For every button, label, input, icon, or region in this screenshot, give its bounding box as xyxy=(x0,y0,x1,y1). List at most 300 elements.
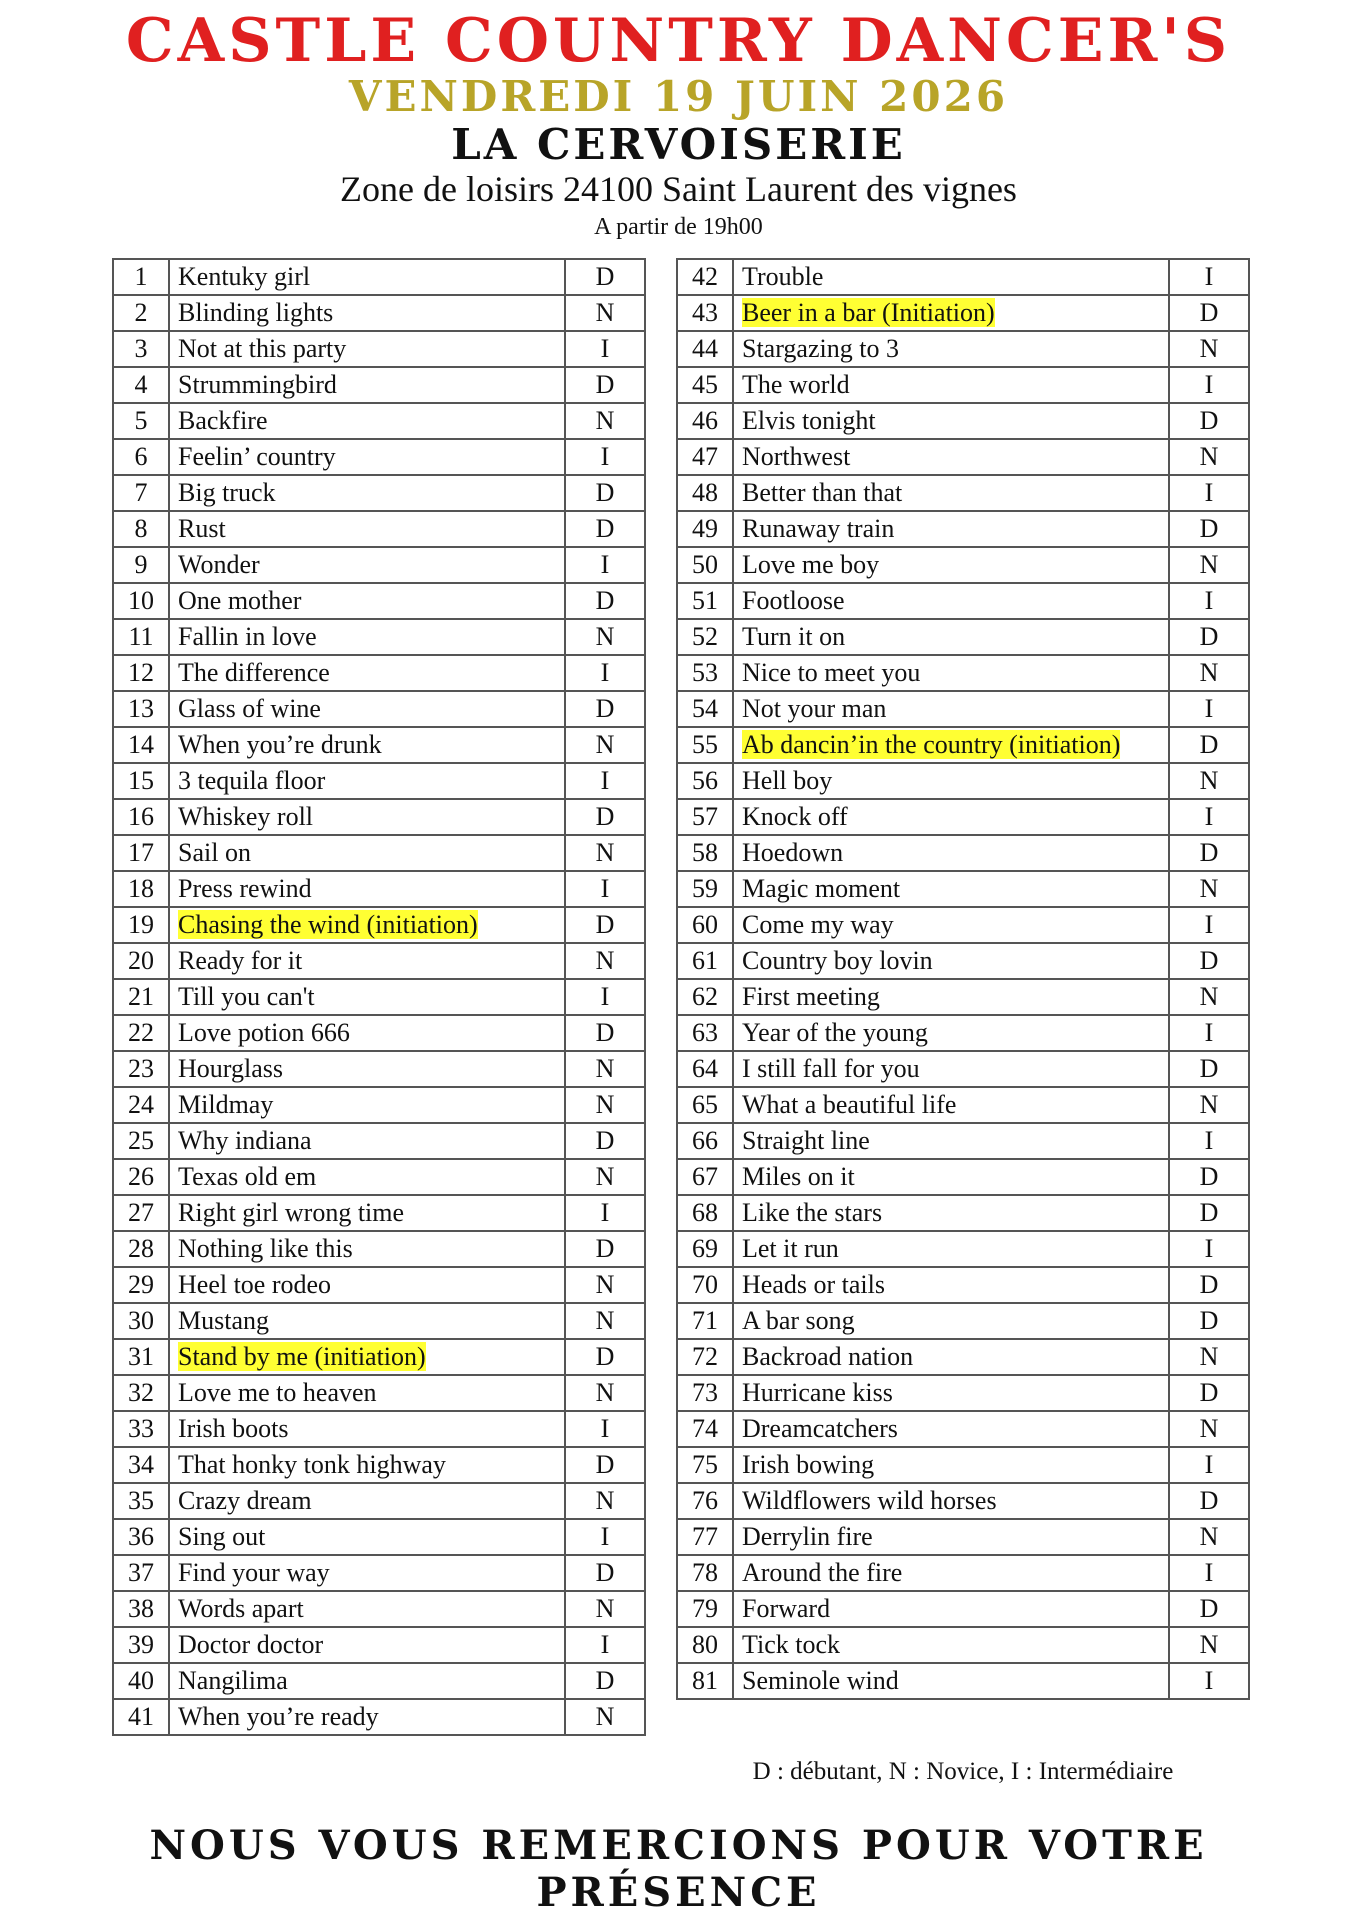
song-level: D xyxy=(565,475,645,511)
song-title: Texas old em xyxy=(178,1162,317,1191)
song-title-cell xyxy=(169,1447,565,1483)
song-title: Irish boots xyxy=(178,1414,289,1443)
song-number: 47 xyxy=(677,439,733,475)
song-row xyxy=(113,1699,645,1735)
song-level: I xyxy=(1169,691,1249,727)
song-row xyxy=(677,295,1249,331)
song-title: Glass of wine xyxy=(178,694,321,723)
song-title-cell xyxy=(169,1375,565,1411)
song-level: D xyxy=(565,799,645,835)
song-level: I xyxy=(565,1195,645,1231)
song-row xyxy=(677,259,1249,295)
song-number: 54 xyxy=(677,691,733,727)
song-row xyxy=(677,403,1249,439)
song-row xyxy=(113,1447,645,1483)
song-title-cell xyxy=(169,583,565,619)
song-title: Better than that xyxy=(742,478,903,507)
song-level: N xyxy=(1169,1519,1249,1555)
song-level: D xyxy=(1169,943,1249,979)
song-title: What a beautiful life xyxy=(742,1090,957,1119)
song-row xyxy=(113,259,645,295)
song-level: N xyxy=(565,295,645,331)
song-number: 25 xyxy=(113,1123,169,1159)
song-row xyxy=(677,1015,1249,1051)
song-number: 55 xyxy=(677,727,733,763)
song-title-cell xyxy=(733,1483,1169,1519)
song-number: 11 xyxy=(113,619,169,655)
song-title: Magic moment xyxy=(742,874,901,903)
song-title-cell xyxy=(169,691,565,727)
song-level: N xyxy=(565,943,645,979)
song-title-cell xyxy=(169,511,565,547)
song-title: Right girl wrong time xyxy=(178,1198,405,1227)
song-title: Around the fire xyxy=(742,1558,903,1587)
song-title: Strummingbird xyxy=(178,370,337,399)
song-title-cell xyxy=(169,655,565,691)
song-number: 33 xyxy=(113,1411,169,1447)
song-level: D xyxy=(1169,727,1249,763)
song-level: N xyxy=(565,619,645,655)
song-level: D xyxy=(565,1015,645,1051)
song-number: 3 xyxy=(113,331,169,367)
song-number: 48 xyxy=(677,475,733,511)
song-number: 53 xyxy=(677,655,733,691)
song-level: I xyxy=(1169,799,1249,835)
song-title-cell xyxy=(169,907,565,943)
song-title-cell xyxy=(169,799,565,835)
song-level: D xyxy=(565,1339,645,1375)
song-level: N xyxy=(565,1267,645,1303)
song-number: 39 xyxy=(113,1627,169,1663)
song-title-cell xyxy=(169,871,565,907)
song-row xyxy=(113,475,645,511)
song-row xyxy=(113,547,645,583)
song-row xyxy=(113,655,645,691)
song-row xyxy=(677,1051,1249,1087)
song-row xyxy=(113,1051,645,1087)
song-row xyxy=(113,835,645,871)
song-row xyxy=(113,1231,645,1267)
song-title: Beer in a bar (Initiation) xyxy=(742,298,995,327)
event-title: CASTLE COUNTRY DANCER'S xyxy=(125,6,1232,76)
song-title-cell xyxy=(733,619,1169,655)
song-row xyxy=(677,979,1249,1015)
song-number: 68 xyxy=(677,1195,733,1231)
song-number: 76 xyxy=(677,1483,733,1519)
song-number: 41 xyxy=(113,1699,169,1735)
song-level: D xyxy=(565,1663,645,1699)
song-number: 58 xyxy=(677,835,733,871)
song-title-cell xyxy=(169,1699,565,1735)
song-title-cell xyxy=(733,1231,1169,1267)
song-number: 38 xyxy=(113,1591,169,1627)
song-level: I xyxy=(565,1519,645,1555)
song-title-cell xyxy=(733,1051,1169,1087)
song-title: Blinding lights xyxy=(178,298,334,327)
song-level: D xyxy=(1169,403,1249,439)
song-level: N xyxy=(565,1699,645,1735)
song-title: Love me to heaven xyxy=(178,1378,377,1407)
song-row xyxy=(677,1375,1249,1411)
song-title: When you’re ready xyxy=(178,1702,379,1731)
song-title: Sing out xyxy=(178,1522,266,1551)
song-row xyxy=(677,619,1249,655)
song-row xyxy=(677,1411,1249,1447)
song-title-cell xyxy=(169,331,565,367)
song-level: D xyxy=(1169,1195,1249,1231)
song-row xyxy=(677,1339,1249,1375)
song-level: I xyxy=(1169,1555,1249,1591)
song-number: 20 xyxy=(113,943,169,979)
song-title: Not your man xyxy=(742,694,887,723)
song-title: Straight line xyxy=(742,1126,870,1155)
song-row xyxy=(677,367,1249,403)
song-title: A bar song xyxy=(742,1306,855,1335)
song-number: 7 xyxy=(113,475,169,511)
song-level: I xyxy=(565,979,645,1015)
song-number: 74 xyxy=(677,1411,733,1447)
song-number: 51 xyxy=(677,583,733,619)
event-date: VENDREDI 19 JUIN 2026 xyxy=(348,72,1009,121)
song-number: 24 xyxy=(113,1087,169,1123)
thank-you-footer: NOUS VOUS REMERCIONS POUR VOTRE PRÉSENCE xyxy=(149,1822,1208,1916)
song-level: N xyxy=(565,1051,645,1087)
song-number: 45 xyxy=(677,367,733,403)
song-row xyxy=(677,1303,1249,1339)
song-title-cell xyxy=(169,763,565,799)
song-title-cell xyxy=(169,295,565,331)
song-title-cell xyxy=(733,1447,1169,1483)
song-row xyxy=(113,727,645,763)
song-number: 60 xyxy=(677,907,733,943)
song-number: 34 xyxy=(113,1447,169,1483)
song-title-cell xyxy=(169,1015,565,1051)
song-row xyxy=(677,799,1249,835)
song-title: Big truck xyxy=(178,478,276,507)
song-row xyxy=(113,1159,645,1195)
song-level: N xyxy=(565,1375,645,1411)
song-title-cell xyxy=(169,1267,565,1303)
song-title: Find your way xyxy=(178,1558,330,1587)
song-title: Dreamcatchers xyxy=(742,1414,898,1443)
song-title: Stand by me (initiation) xyxy=(178,1342,426,1371)
song-number: 35 xyxy=(113,1483,169,1519)
song-number: 10 xyxy=(113,583,169,619)
song-title: Fallin in love xyxy=(178,622,317,651)
song-number: 70 xyxy=(677,1267,733,1303)
song-level: D xyxy=(1169,1051,1249,1087)
song-level: D xyxy=(565,691,645,727)
song-title-cell xyxy=(733,475,1169,511)
song-title-cell xyxy=(733,1123,1169,1159)
song-title: That honky tonk highway xyxy=(178,1450,446,1479)
song-level: D xyxy=(1169,511,1249,547)
song-row xyxy=(677,1555,1249,1591)
song-title: Turn it on xyxy=(742,622,846,651)
song-row xyxy=(113,403,645,439)
song-title-cell xyxy=(169,1627,565,1663)
song-title: Wonder xyxy=(178,550,260,579)
song-title-cell xyxy=(169,1519,565,1555)
song-number: 66 xyxy=(677,1123,733,1159)
song-number: 77 xyxy=(677,1519,733,1555)
song-number: 29 xyxy=(113,1267,169,1303)
song-title-cell xyxy=(733,1339,1169,1375)
song-title-cell xyxy=(169,1663,565,1699)
song-number: 57 xyxy=(677,799,733,835)
song-number: 2 xyxy=(113,295,169,331)
song-title: Miles on it xyxy=(742,1162,855,1191)
song-row xyxy=(677,871,1249,907)
song-level: I xyxy=(565,655,645,691)
song-number: 73 xyxy=(677,1375,733,1411)
song-level: I xyxy=(1169,367,1249,403)
song-title: First meeting xyxy=(742,982,880,1011)
song-row xyxy=(677,1591,1249,1627)
song-number: 49 xyxy=(677,511,733,547)
song-title-cell xyxy=(733,1267,1169,1303)
song-number: 36 xyxy=(113,1519,169,1555)
song-row xyxy=(677,1663,1249,1699)
song-number: 21 xyxy=(113,979,169,1015)
song-number: 17 xyxy=(113,835,169,871)
song-row xyxy=(113,1555,645,1591)
song-title-cell xyxy=(169,835,565,871)
song-number: 67 xyxy=(677,1159,733,1195)
song-title: Crazy dream xyxy=(178,1486,312,1515)
song-level: N xyxy=(565,1159,645,1195)
song-title-cell xyxy=(169,1591,565,1627)
song-row xyxy=(113,1483,645,1519)
song-number: 8 xyxy=(113,511,169,547)
song-title: Come my way xyxy=(742,910,894,939)
song-number: 63 xyxy=(677,1015,733,1051)
song-title: Sail on xyxy=(178,838,251,867)
song-row xyxy=(113,1303,645,1339)
song-row xyxy=(677,511,1249,547)
song-title: Seminole wind xyxy=(742,1666,899,1695)
song-list-right xyxy=(676,258,1250,1700)
song-title: Footloose xyxy=(742,586,845,615)
song-level: D xyxy=(1169,1159,1249,1195)
song-level: D xyxy=(565,1123,645,1159)
song-title-cell xyxy=(169,403,565,439)
song-level: I xyxy=(1169,1663,1249,1699)
song-title: Whiskey roll xyxy=(178,802,314,831)
song-title-cell xyxy=(169,259,565,295)
song-title-cell xyxy=(169,547,565,583)
song-row xyxy=(113,295,645,331)
venue-name: LA CERVOISERIE xyxy=(451,120,906,169)
song-level: N xyxy=(1169,331,1249,367)
song-title-cell xyxy=(733,1015,1169,1051)
song-title: Feelin’ country xyxy=(178,442,336,471)
song-number: 12 xyxy=(113,655,169,691)
song-title: 3 tequila floor xyxy=(178,766,326,795)
song-title-cell xyxy=(733,367,1169,403)
song-title-cell xyxy=(169,979,565,1015)
song-row xyxy=(677,475,1249,511)
song-title-cell xyxy=(733,511,1169,547)
song-row xyxy=(677,655,1249,691)
song-title-cell xyxy=(733,907,1169,943)
song-number: 18 xyxy=(113,871,169,907)
song-title-cell xyxy=(733,871,1169,907)
song-title: Stargazing to 3 xyxy=(742,334,899,363)
song-row xyxy=(113,1339,645,1375)
song-number: 9 xyxy=(113,547,169,583)
song-number: 19 xyxy=(113,907,169,943)
song-row xyxy=(113,763,645,799)
song-title-cell xyxy=(169,1051,565,1087)
song-level: D xyxy=(1169,1375,1249,1411)
song-row xyxy=(113,1015,645,1051)
song-title: Doctor doctor xyxy=(178,1630,324,1659)
song-title-cell xyxy=(169,1123,565,1159)
song-title-cell xyxy=(169,1303,565,1339)
song-title: Rust xyxy=(178,514,226,543)
song-title: Mildmay xyxy=(178,1090,274,1119)
song-row xyxy=(677,439,1249,475)
song-number: 52 xyxy=(677,619,733,655)
song-level: I xyxy=(1169,1123,1249,1159)
song-title-cell xyxy=(733,295,1169,331)
song-row xyxy=(677,727,1249,763)
song-number: 62 xyxy=(677,979,733,1015)
song-level: I xyxy=(1169,1447,1249,1483)
song-level: N xyxy=(1169,1411,1249,1447)
song-title: Heads or tails xyxy=(742,1270,885,1299)
song-number: 81 xyxy=(677,1663,733,1699)
song-row xyxy=(113,1267,645,1303)
song-title-cell xyxy=(733,655,1169,691)
song-number: 6 xyxy=(113,439,169,475)
song-title-cell xyxy=(169,475,565,511)
song-number: 23 xyxy=(113,1051,169,1087)
song-level: I xyxy=(1169,475,1249,511)
song-title-cell xyxy=(733,1627,1169,1663)
song-row xyxy=(677,1087,1249,1123)
song-level: N xyxy=(565,1591,645,1627)
song-number: 13 xyxy=(113,691,169,727)
song-title: Press rewind xyxy=(178,874,312,903)
song-title-cell xyxy=(733,727,1169,763)
song-title-cell xyxy=(733,1555,1169,1591)
song-title: Ab dancin’in the country (initiation) xyxy=(742,730,1121,759)
song-level: N xyxy=(1169,1627,1249,1663)
start-time: A partir de 19h00 xyxy=(594,214,763,240)
song-number: 50 xyxy=(677,547,733,583)
song-row xyxy=(113,907,645,943)
song-level: N xyxy=(1169,1339,1249,1375)
song-title: Heel toe rodeo xyxy=(178,1270,332,1299)
song-row xyxy=(677,1123,1249,1159)
song-row xyxy=(677,943,1249,979)
song-title-cell xyxy=(169,1555,565,1591)
song-level: N xyxy=(1169,871,1249,907)
song-row xyxy=(113,1627,645,1663)
song-level: D xyxy=(1169,1303,1249,1339)
song-title-cell xyxy=(733,439,1169,475)
song-title: Derrylin fire xyxy=(742,1522,873,1551)
song-level: N xyxy=(1169,547,1249,583)
song-title-cell xyxy=(169,367,565,403)
song-title-cell xyxy=(169,727,565,763)
song-level: N xyxy=(1169,439,1249,475)
song-level: D xyxy=(565,1447,645,1483)
song-level: I xyxy=(1169,259,1249,295)
song-row xyxy=(677,331,1249,367)
song-number: 59 xyxy=(677,871,733,907)
venue-address: Zone de loisirs 24100 Saint Laurent des vignes xyxy=(340,169,1017,209)
song-level: N xyxy=(1169,763,1249,799)
song-level: D xyxy=(565,367,645,403)
song-row xyxy=(113,691,645,727)
song-level: N xyxy=(1169,655,1249,691)
song-level: I xyxy=(565,763,645,799)
song-row xyxy=(677,1447,1249,1483)
song-title-cell xyxy=(733,1375,1169,1411)
song-number: 42 xyxy=(677,259,733,295)
song-title: Kentuky girl xyxy=(178,262,311,291)
song-level: I xyxy=(1169,907,1249,943)
song-row xyxy=(113,1591,645,1627)
song-number: 32 xyxy=(113,1375,169,1411)
song-row xyxy=(677,763,1249,799)
song-number: 15 xyxy=(113,763,169,799)
song-number: 30 xyxy=(113,1303,169,1339)
song-title: Love potion 666 xyxy=(178,1018,350,1047)
song-row xyxy=(677,1231,1249,1267)
song-level: N xyxy=(1169,979,1249,1015)
song-row xyxy=(113,1123,645,1159)
song-title: Hoedown xyxy=(742,838,844,867)
song-level: I xyxy=(565,439,645,475)
song-level: D xyxy=(1169,1483,1249,1519)
song-level: N xyxy=(565,1087,645,1123)
song-number: 65 xyxy=(677,1087,733,1123)
song-list-left xyxy=(112,258,646,1736)
song-row xyxy=(677,1519,1249,1555)
song-number: 28 xyxy=(113,1231,169,1267)
song-row xyxy=(113,511,645,547)
song-title: Nothing like this xyxy=(178,1234,353,1263)
song-row xyxy=(677,583,1249,619)
song-title-cell xyxy=(169,1411,565,1447)
level-legend: D : débutant, N : Novice, I : Intermédiaire xyxy=(752,1758,1174,1785)
song-title: Why indiana xyxy=(178,1126,312,1155)
song-number: 16 xyxy=(113,799,169,835)
song-title: Year of the young xyxy=(742,1018,928,1047)
song-number: 14 xyxy=(113,727,169,763)
song-title-cell xyxy=(733,331,1169,367)
song-title-cell xyxy=(169,439,565,475)
song-number: 80 xyxy=(677,1627,733,1663)
song-row xyxy=(113,943,645,979)
song-title: Country boy lovin xyxy=(742,946,933,975)
song-title: One mother xyxy=(178,586,302,615)
song-title-cell xyxy=(169,1231,565,1267)
song-level: D xyxy=(1169,835,1249,871)
song-row xyxy=(113,1663,645,1699)
song-title-cell xyxy=(733,1663,1169,1699)
song-level: D xyxy=(1169,619,1249,655)
song-title-cell xyxy=(733,1591,1169,1627)
song-row xyxy=(113,439,645,475)
song-row xyxy=(113,1087,645,1123)
song-level: I xyxy=(1169,583,1249,619)
song-title-cell xyxy=(169,1159,565,1195)
